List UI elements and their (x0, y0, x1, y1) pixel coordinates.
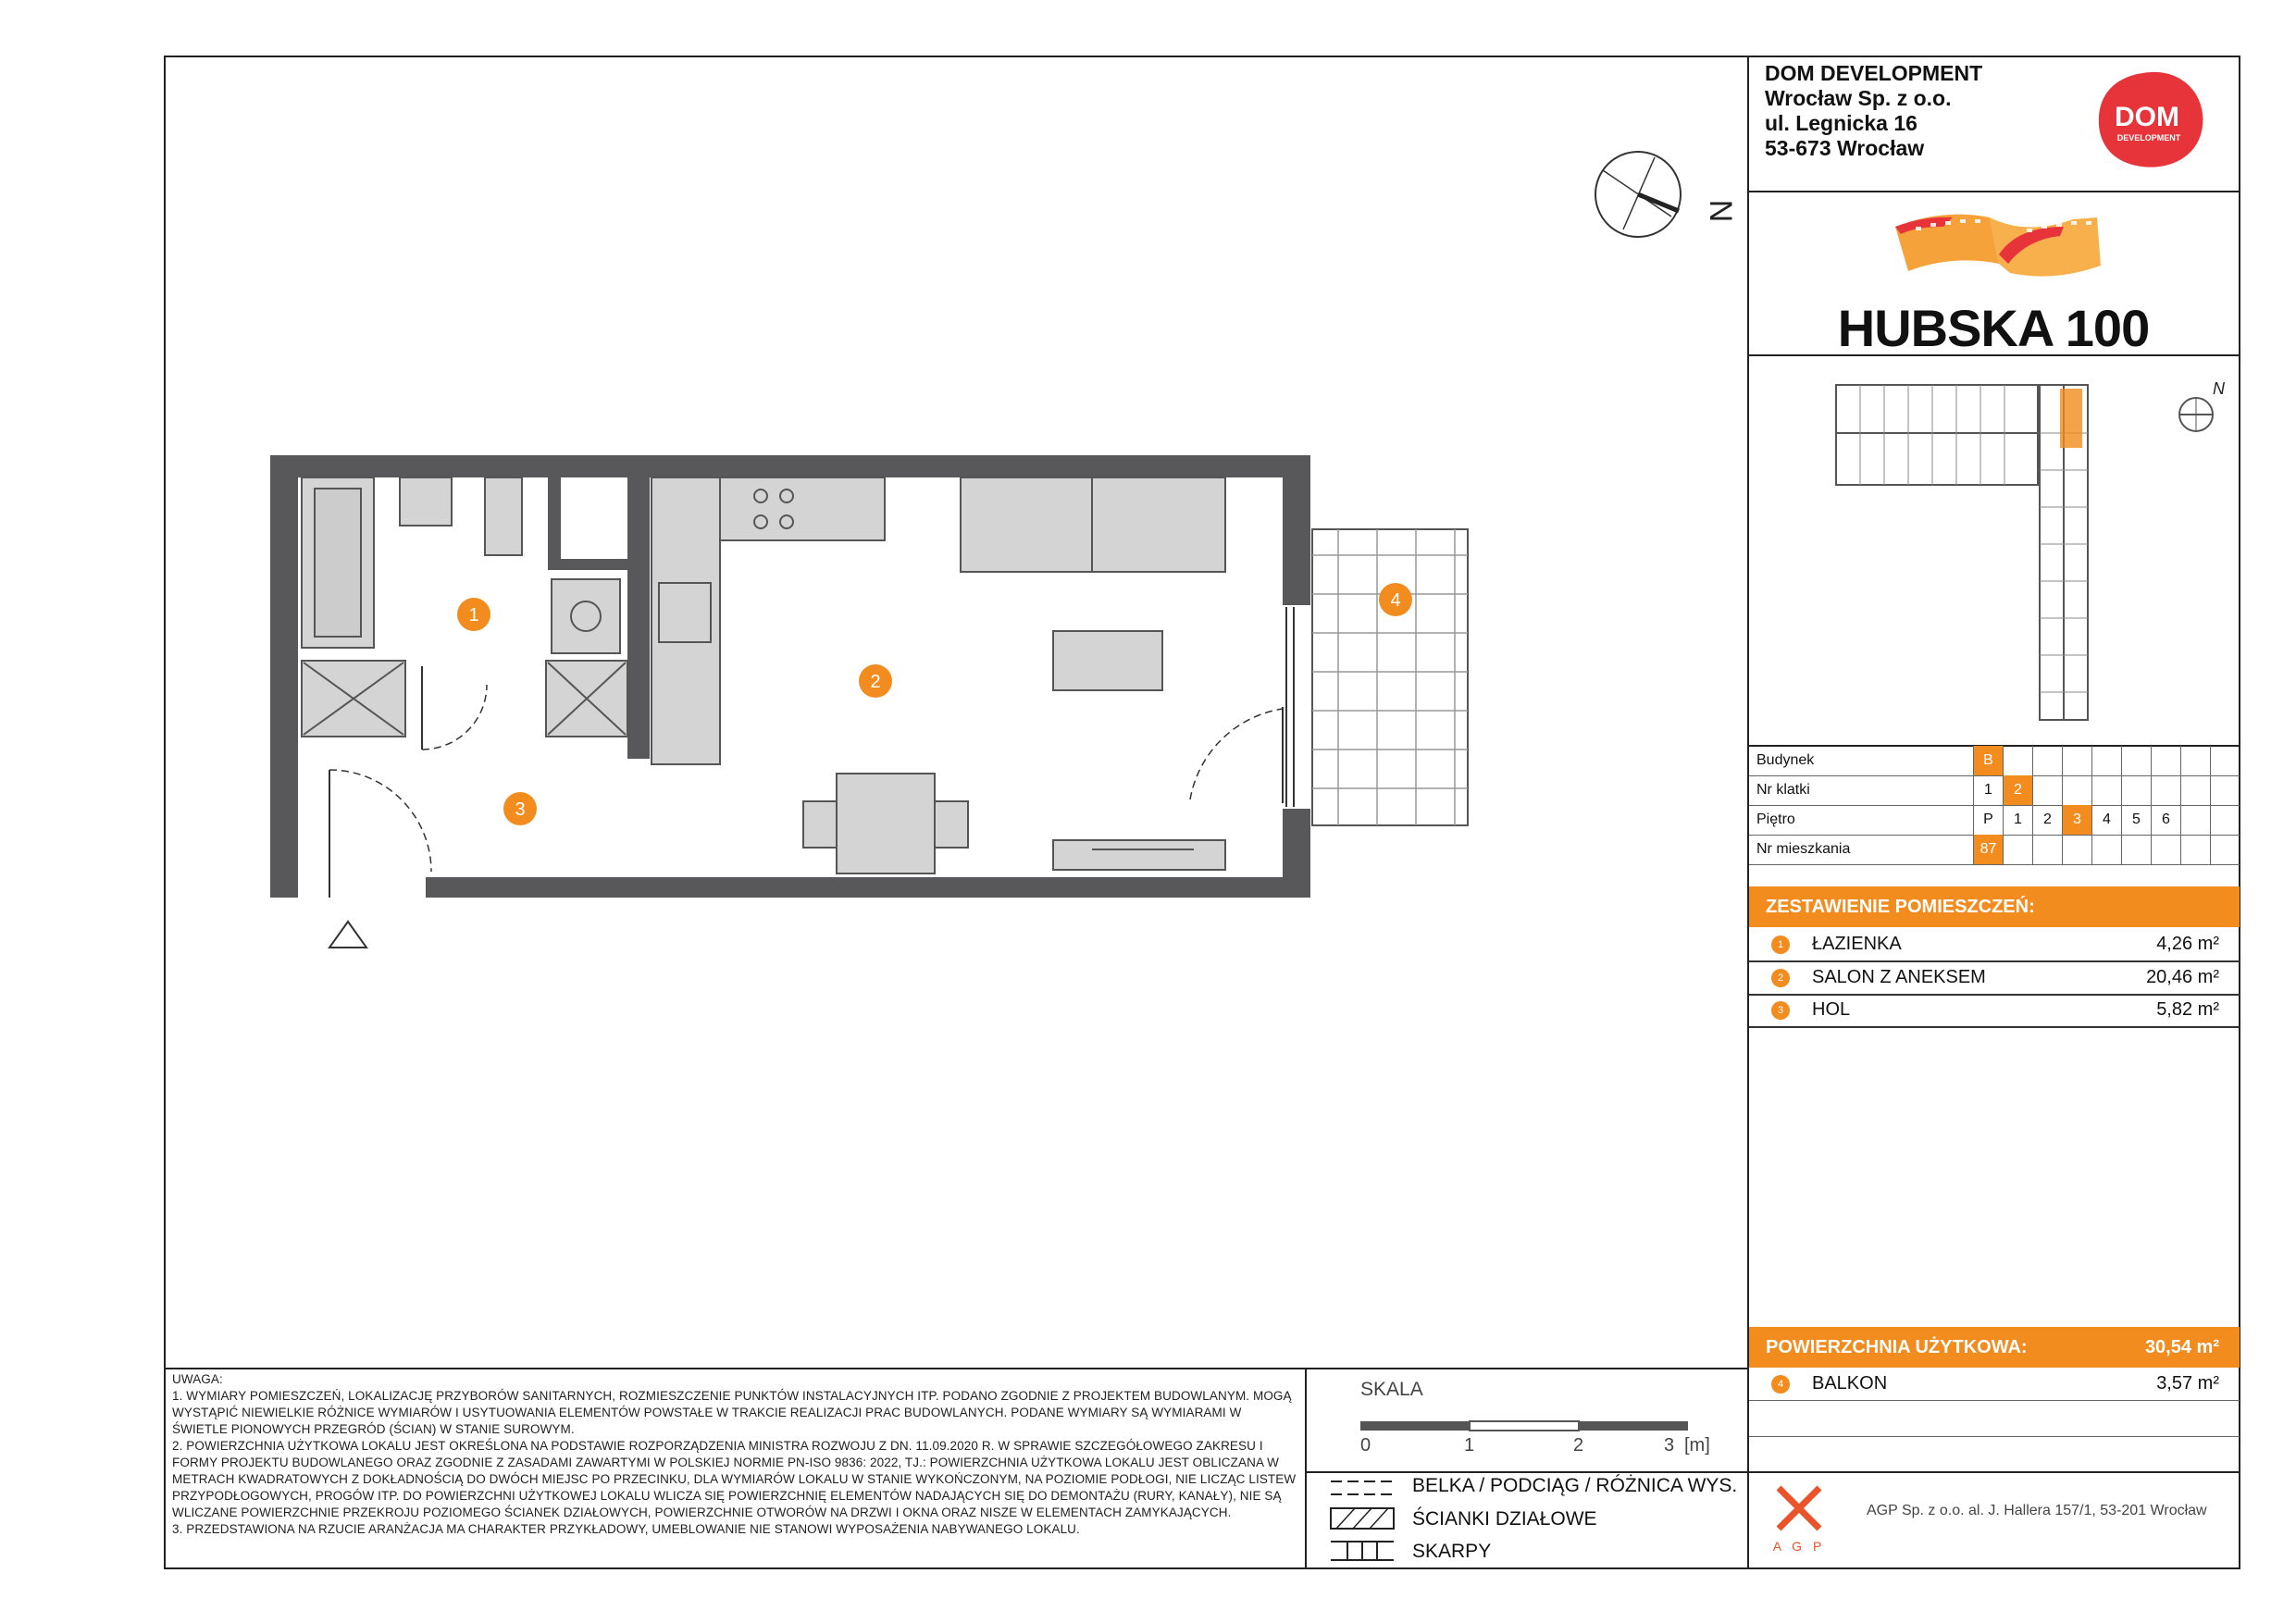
mieszkanie-value: 87 (1973, 835, 2003, 864)
pietro-6: 6 (2151, 805, 2180, 835)
room-number-badge: 1 (1771, 935, 1790, 954)
rooms-header (1749, 886, 2240, 927)
mieszkanie-empty (2003, 835, 2032, 864)
usable-area-label: POWIERZCHNIA UŻYTKOWA: (1766, 1337, 2028, 1357)
room-area: 20,46 m² (2146, 967, 2219, 987)
north-label: N (1703, 199, 1738, 223)
budynek-label: Budynek (1756, 752, 1815, 768)
company-subname: Wrocław Sp. z o.o. (1765, 86, 1952, 110)
key-plan-highlight (2060, 389, 2082, 448)
usable-area-value: 30,54 m² (2144, 1337, 2219, 1357)
rooms-header-text: ZESTAWIENIE POMIESZCZEŃ: (1766, 897, 2035, 917)
scale-tick-0: 0 (1360, 1435, 1371, 1456)
plan-label-4: 4 (1390, 590, 1401, 611)
pietro-label: Piętro (1756, 812, 1795, 827)
mieszkanie-empty (2091, 835, 2121, 864)
mieszkanie-empty (2180, 835, 2210, 864)
klatka-empty (2062, 775, 2091, 805)
logo-text-dom: DOM (2115, 102, 2179, 132)
budynek-empty (2210, 746, 2240, 775)
mieszkanie-label: Nr mieszkania (1756, 841, 1851, 857)
pietro-5: 5 (2121, 805, 2151, 835)
mieszkanie-empty (2121, 835, 2151, 864)
mieszkanie-empty (2210, 835, 2240, 864)
floor-plan (259, 444, 1499, 962)
room-row (1749, 929, 2240, 962)
agp-logo (1769, 1482, 1834, 1556)
mieszkanie-empty (2062, 835, 2091, 864)
company-city: 53-673 Wrocław (1765, 136, 1925, 160)
budynek-value: B (1973, 746, 2003, 775)
key-plan (1832, 378, 2147, 727)
budynek-empty (2091, 746, 2121, 775)
note-1: 1. WYMIARY POMIESZCZEŃ, LOKALIZACJĘ PRZYBORÓW SANITARNYCH, ROZMIESZCZENIE PUNKTÓW INSTALACYJNYCH ITP. PODANO ZGODNIE Z PROJEKTEM BUDOWLANYM. MOGĄ WYSTĄPIĆ NIEWIELKIE RÓŻNICE WYMIARÓW I USYTUOWANIA ELEMENTÓW POWSTAŁE W TRAKCIE REALIZACJI PRAC BUDOWLANYCH. PODANE WYMIARY SĄ WYMIARAMI W ŚWIETLE PIONOWYCH PRZEGRÓD (ŚCIAN) W STANIE SUROWYM. (172, 1389, 1292, 1436)
mieszkanie-empty (2032, 835, 2062, 864)
plan-label-2: 2 (870, 672, 881, 692)
logo-text-development: DEVELOPMENT (2116, 133, 2181, 142)
balcony-row (1749, 1369, 2240, 1401)
room-number-badge: 4 (1771, 1375, 1790, 1394)
room-name: ŁAZIENKA (1812, 934, 1902, 954)
scale-bar (1359, 1416, 1710, 1462)
room-area: 4,26 m² (2156, 934, 2219, 954)
north-compass (1590, 146, 1738, 248)
pietro-2: 2 (2032, 805, 2062, 835)
row-mieszkanie (1749, 835, 2240, 865)
room-number-badge: 3 (1771, 1001, 1790, 1020)
klatka-empty (2091, 775, 2121, 805)
legend-beam-icon (1329, 1477, 1396, 1499)
budynek-empty (2003, 746, 2032, 775)
klatka-2: 2 (2003, 775, 2032, 805)
budynek-empty (2151, 746, 2180, 775)
agp-letters: A G P (1772, 1539, 1826, 1554)
budynek-empty (2121, 746, 2151, 775)
notes-top-line (164, 1368, 1748, 1369)
legend-top-line (1305, 1471, 2240, 1473)
pietro-empty (2180, 805, 2210, 835)
klatka-1: 1 (1973, 775, 2003, 805)
budynek-empty (2180, 746, 2210, 775)
company-name: DOM DEVELOPMENT (1765, 61, 1983, 85)
pietro-3: 3 (2062, 805, 2091, 835)
klatka-empty (2121, 775, 2151, 805)
row-pietro (1749, 805, 2240, 836)
pietro-p: P (1973, 805, 2003, 835)
klatka-label: Nr klatki (1756, 782, 1810, 798)
scale-label: SKALA (1360, 1379, 1423, 1400)
plan-label-1: 1 (468, 605, 479, 626)
agp-address: AGP Sp. z o.o. al. J. Hallera 157/1, 53-201 Wrocław (1867, 1503, 2207, 1518)
balcony-area (1312, 529, 1468, 825)
row-budynek (1749, 746, 2240, 776)
scale-tick-1: 1 (1464, 1435, 1475, 1456)
legend-reveal-icon (1329, 1538, 1396, 1564)
company-block (1765, 61, 1982, 161)
dom-development-logo (2095, 70, 2206, 170)
legend-partition-icon (1329, 1506, 1396, 1530)
room-area: 5,82 m² (2156, 999, 2219, 1020)
plan-label-3: 3 (515, 799, 526, 820)
room-name: SALON Z ANEKSEM (1812, 967, 1986, 987)
room-area: 3,57 m² (2156, 1373, 2219, 1394)
key-plan-north-label: N (2213, 379, 2225, 398)
scale-unit: [m] (1684, 1435, 1710, 1456)
note-2: 2. POWIERZCHNIA UŻYTKOWA LOKALU JEST OKREŚLONA NA PODSTAWIE ROZPORZĄDZENIA MINISTRA ROZWOJU Z DN. 11.09.2020 R. W SPRAWIE SZCZEGÓŁOWEGO ZAKRESU I FORMY PROJEKTU BUDOWLANEGO ORAZ ZGODNIE Z ZASADAMI ZAWARTYMI W POLSKIEJ NORMIE PN-ISO 9836: 2022, TJ.: POWIERZCHNIA UŻYTKOWA LOKALU JEST OBLICZANA W METRACH KWADRATOWYCH Z DOKŁADNOŚCIĄ DO DWÓCH MIEJSC PO PRZECINKU, DLA WYMIARÓW LOKALU W STANIE WYKOŃCZONYM, NA POZIOMIE PODŁOGI, NIE LICZĄC LISTEW PRZYPODŁOGOWYCH, PROGÓW ITP. DO POWIERZCHNI UŻYTKOWEJ LOKALU WLICZA SIĘ POWIERZCHNIĘ ELEMENTÓW NADAJĄCYCH SIĘ DO DEMONTAŻU (RURY, KANAŁY), NIE SĄ WLICZANE POWIERZCHNIE PRZEKROJU POZIOMEGO ŚCIANEK DZIAŁOWYCH, POWIERZCHNIE OTWORÓW NA DRZWI I OKNA ORAZ NISZE W ELEMENTACH ZAMYKAJĄCYCH. (172, 1439, 1297, 1519)
notes-title: UWAGA: (172, 1372, 223, 1386)
key-plan-compass (2170, 378, 2235, 433)
klatka-empty (2210, 775, 2240, 805)
notes-block (172, 1371, 1297, 1538)
legend-beam-label: BELKA / PODCIĄG / RÓŻNICA WYS. (1412, 1475, 1738, 1496)
legend-partition-label: ŚCIANKI DZIAŁOWE (1412, 1508, 1597, 1530)
room-row (1749, 962, 2240, 996)
scale-tick-3: 3 (1664, 1435, 1675, 1456)
pietro-4: 4 (2091, 805, 2121, 835)
usable-area-bar (1749, 1327, 2240, 1368)
room-row (1749, 995, 2240, 1028)
notes-divider (1305, 1368, 1307, 1569)
project-title: HUBSKA 100 (1837, 299, 2150, 357)
klatka-empty (2180, 775, 2210, 805)
film-strip-graphic (1888, 199, 2110, 291)
company-street: ul. Legnicka 16 (1765, 111, 1917, 135)
room-name: HOL (1812, 999, 1851, 1020)
pietro-1: 1 (2003, 805, 2032, 835)
budynek-empty (2032, 746, 2062, 775)
klatka-empty (2032, 775, 2062, 805)
row-klatka (1749, 775, 2240, 806)
room-number-badge: 2 (1771, 969, 1790, 987)
balcony-empty-row-line (1749, 1436, 2240, 1437)
tb-line-1 (1747, 191, 2240, 192)
mieszkanie-empty (2151, 835, 2180, 864)
pietro-empty (2210, 805, 2240, 835)
klatka-empty (2151, 775, 2180, 805)
budynek-empty (2062, 746, 2091, 775)
legend-reveal-label: SKARPY (1412, 1541, 1492, 1562)
note-3: 3. PRZEDSTAWIONA NA RZUCIE ARANŻACJA MA CHARAKTER PRZYKŁADOWY, UMEBLOWANIE NIE STANOWI WYPOSAŻENIA NABYWANEGO LOKALU. (172, 1522, 1080, 1536)
scale-tick-2: 2 (1573, 1435, 1584, 1456)
room-name: BALKON (1812, 1373, 1888, 1394)
